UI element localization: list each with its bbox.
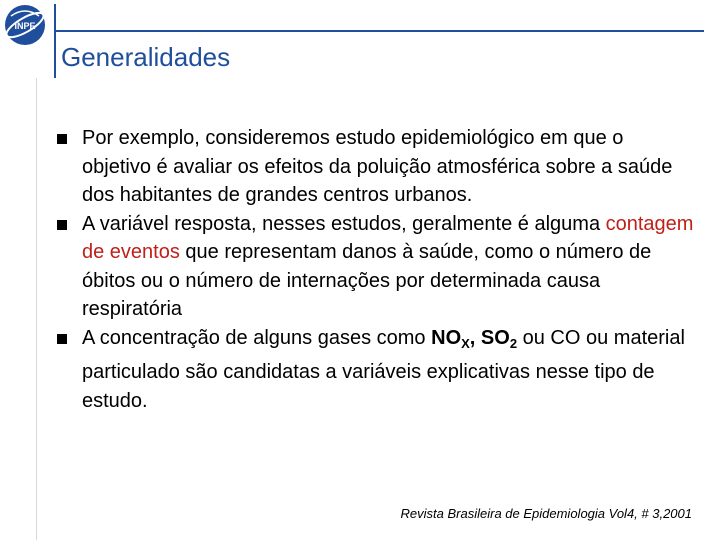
bullet-text-after: ou CO ou material particulado são candidatas a variáveis explicativas nesse tipo de estudo. bbox=[82, 326, 685, 412]
logo-text: INPE bbox=[14, 21, 36, 31]
bullet-item-3 bbox=[56, 324, 696, 416]
bullet-text-before: A variável resposta, nesses estudos, geralmente é alguma bbox=[82, 212, 606, 235]
highlight-text: contagem de eventos bbox=[82, 212, 694, 263]
inpe-logo-icon bbox=[2, 2, 48, 48]
header-horizontal-rule bbox=[54, 30, 704, 32]
bullet-item-1 bbox=[56, 124, 696, 210]
left-margin-rule bbox=[36, 78, 37, 540]
bullet-item-2 bbox=[56, 210, 696, 324]
so2-formula: $SO_2$ bbox=[480, 326, 518, 351]
reference-citation: Revista Brasileira de Epidemiologia Vol4, # 3,2001 bbox=[400, 506, 692, 521]
bullet-list bbox=[56, 124, 696, 415]
bullet-text: Por exemplo, consideremos estudo epidemiológico em que o objetivo é avaliar os efeitos da poluição atmosférica sobre a saúde dos habitantes de grandes centros urbanos. bbox=[82, 127, 673, 206]
nox-formula: $NO_X$ bbox=[431, 326, 470, 351]
square-bullet-icon bbox=[57, 220, 67, 230]
square-bullet-icon bbox=[57, 334, 67, 344]
formula-separator: , bbox=[469, 326, 481, 349]
bullet-text-before: A concentração de alguns gases como bbox=[82, 326, 432, 349]
header-vertical-rule bbox=[54, 4, 56, 78]
square-bullet-icon bbox=[57, 134, 67, 144]
bullet-text-after: que representam danos à saúde, como o número de óbitos ou o número de internações por determinada causa respiratória bbox=[82, 241, 652, 320]
slide-title: Generalidades bbox=[61, 42, 231, 72]
